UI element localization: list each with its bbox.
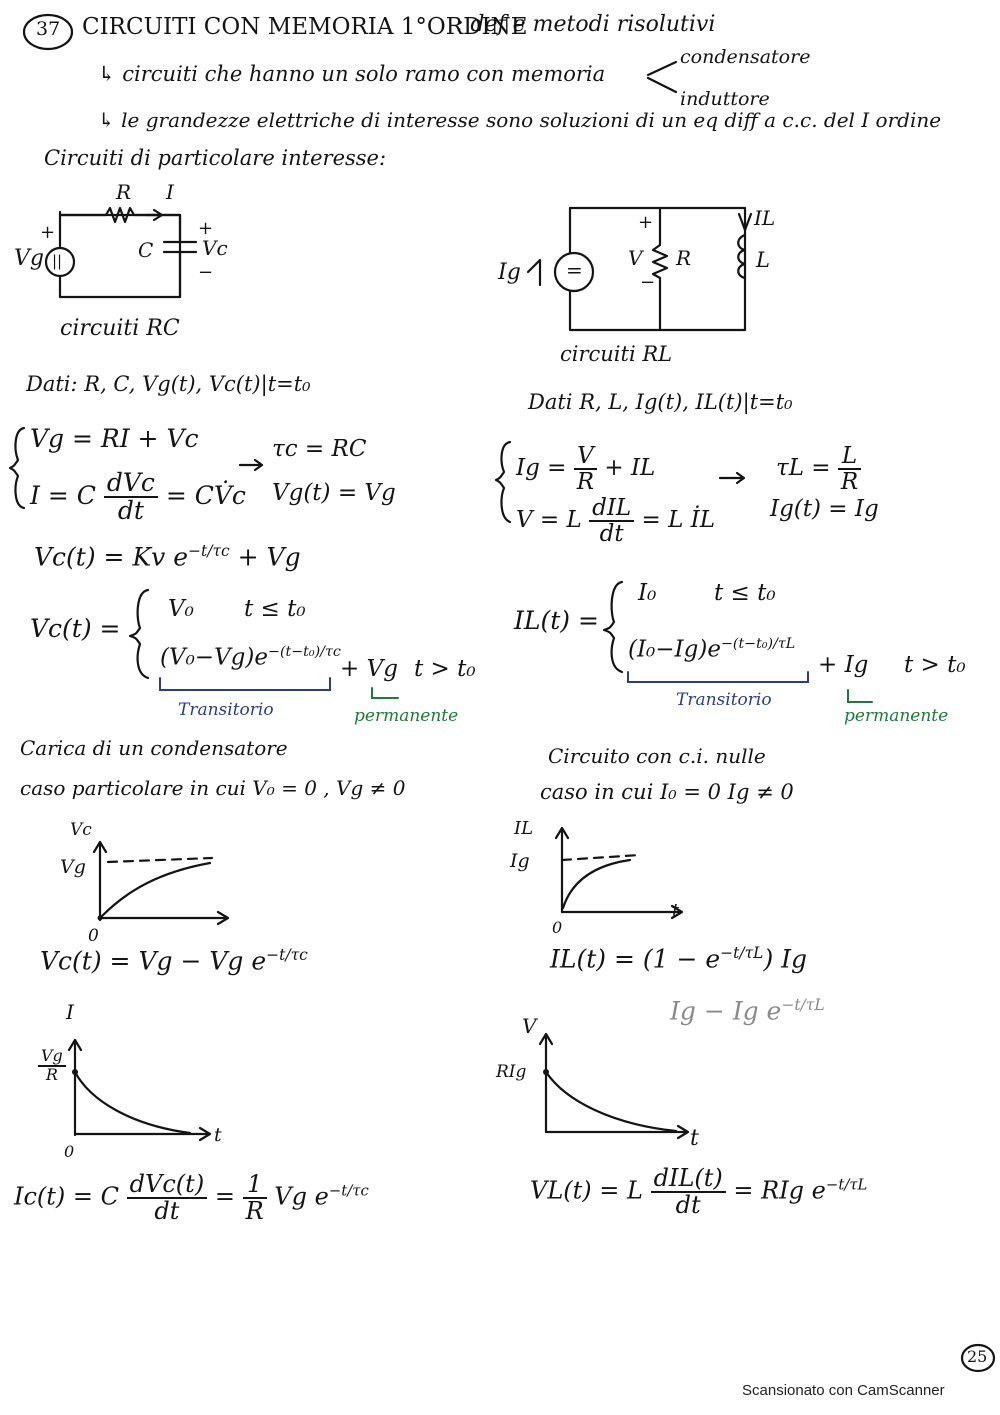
rc-implies-arrow [240, 460, 262, 470]
rc-caption: circuiti RC [60, 316, 180, 341]
rc-brace-2 [130, 590, 148, 678]
rc-graph1-origin: 0 [88, 926, 99, 946]
rc-graph-charge [94, 842, 228, 924]
rc-brace-1 [10, 428, 24, 508]
rc-graph1-level: Vg [60, 856, 86, 878]
source-arrow [528, 260, 540, 285]
page-number: 25 [967, 1347, 988, 1366]
rl-tau: τL = $\frac{L}{R}$ [776, 444, 861, 494]
rc-label-plus: + [40, 222, 56, 243]
rc-graph-current [69, 1040, 210, 1140]
rl-brace-2 [604, 582, 622, 672]
rl-permanente-bracket [848, 690, 872, 702]
rl-source-symbol: = [566, 258, 583, 282]
rc-general-solution: Vc(t) = Kv $e^{-t/\tau c} + Vg$ [34, 542, 301, 572]
memory-type-inductor: induttore [680, 88, 770, 110]
rl-graph-current [556, 828, 682, 918]
rl-graph1-y-label: IL [514, 818, 534, 839]
page-subtitle: : def e metodi risolutivi [456, 12, 716, 37]
rc-vc-formula: Vc(t) = Vg − Vg $e^{-t/\tau c}$ [40, 946, 308, 976]
capacitor [164, 215, 196, 297]
rl-vl-formula: VL(t) = L $\frac{\text{dIL(t)}}{dt}$ = RIg $e^{-t/\tau L}$ [530, 1164, 868, 1220]
rc-case-1-cond: t ≤ t₀ [244, 596, 306, 622]
fork-lower [648, 78, 676, 92]
page-title: CIRCUITI CON MEMORIA 1°ORDINE [82, 14, 528, 40]
rc-vg-const: Vg(t) = Vg [272, 480, 396, 506]
rl-label-minus: − [640, 272, 656, 293]
rc-graph2-level: $\frac{Vg}{R}$ [38, 1048, 66, 1084]
rl-label-plus: + [638, 212, 654, 233]
memory-type-capacitor: condensatore [680, 46, 811, 68]
rc-tau: τc = RC [272, 436, 367, 462]
exercise-number: 37 [36, 18, 61, 40]
rl-graph1-level: Ig [510, 850, 530, 872]
rl-label-il: IL [754, 206, 776, 230]
rl-brace-1 [496, 442, 510, 522]
rl-graph2-x-label: t [690, 1126, 699, 1151]
rc-source-symbol: || [52, 252, 63, 270]
rl-permanente-label: permanente [844, 706, 949, 726]
rl-null-case: caso in cui I₀ = 0 Ig ≠ 0 [540, 780, 794, 804]
rc-permanente-bracket [372, 688, 398, 698]
rl-ig-const: Ig(t) = Ig [770, 496, 879, 522]
rl-case-2-cond: t > t₀ [904, 652, 966, 678]
rl-transitorio-label: Transitorio [676, 690, 772, 710]
rl-caption: circuiti RL [560, 342, 673, 366]
rl-graph-voltage [540, 1034, 688, 1138]
rl-graph1-x-label: t [672, 900, 680, 921]
rc-case-2: $(V_0-Vg)e^{-(t-t_0)/\tau c}$ [160, 644, 341, 671]
rc-piecewise-lhs: Vc(t) = [30, 614, 121, 643]
scanner-watermark: Scansionato con CamScanner [742, 1382, 945, 1399]
rl-label-l: L [756, 248, 770, 272]
rl-dati: Dati R, L, Ig(t), IL(t)|t=t₀ [528, 390, 793, 414]
fork-upper [648, 62, 676, 75]
rc-graph1-y-label: Vc [70, 820, 92, 840]
rc-ic-formula: Ic(t) = C $\frac{\text{dVc(t)}}{dt}$ = $\frac{1}{R}$ Vg $e^{-t/\tau c}$ [14, 1170, 369, 1226]
rc-case-2-cond: t > t₀ [414, 656, 476, 682]
rl-il-formula: $IL(t) = (1 - e^{-t/\tau L})$ Ig [550, 944, 808, 974]
rc-graph2-origin: 0 [64, 1142, 75, 1161]
rc-label-vg: Vg [14, 246, 44, 271]
rc-case-2-tail: + Vg [340, 656, 398, 682]
rl-case-2-tail: + Ig [818, 652, 869, 678]
rc-circuit [46, 208, 196, 297]
rl-eq-1: Ig = $\frac{V}{R}$ + IL [516, 443, 656, 496]
rl-transitorio-bracket [628, 672, 808, 682]
rl-case-1: I₀ [638, 580, 657, 606]
rc-charge-title: Carica di un condensatore [20, 736, 288, 760]
resistor-r [653, 208, 667, 330]
intro-line-2: ↳ le grandezze elettriche di interesse sono soluzioni di un eq diff a c.c. del I ordine [98, 108, 942, 132]
rl-label-ig: Ig [498, 260, 521, 285]
rl-graph2-y-label: V [522, 1014, 537, 1038]
rc-label-i: I [166, 180, 174, 204]
rc-charge-case: caso particolare in cui V₀ = 0 , Vg ≠ 0 [20, 776, 406, 800]
rl-label-v: V [628, 246, 643, 270]
rc-dati: Dati: R, C, Vg(t), Vc(t)|t=t₀ [26, 372, 311, 396]
rl-label-r: R [676, 246, 692, 270]
section-heading: Circuiti di particolare interesse: [44, 146, 387, 170]
rl-case-1-cond: t ≤ t₀ [714, 580, 776, 606]
current-arrow [146, 210, 162, 220]
rc-transitorio-bracket [160, 678, 330, 690]
rl-il-alt-formula: Ig − Ig $e^{-t/\tau L}$ [670, 996, 825, 1026]
rc-label-r: R [116, 180, 132, 204]
rc-label-c: C [138, 238, 154, 262]
rc-transitorio-label: Transitorio [178, 700, 274, 720]
rl-implies-arrow [720, 473, 744, 483]
rc-permanente-label: permanente [354, 706, 459, 726]
rl-graph1-origin: 0 [552, 918, 563, 937]
rc-case-1: V₀ [168, 596, 194, 622]
rc-graph2-y-label: I [66, 1000, 74, 1024]
rc-eq-2: I = C $\frac{\text{dVc}}{dt}$ = CV̇c [30, 468, 246, 526]
rl-piecewise-lhs: IL(t) = [514, 606, 599, 635]
rc-label-cap-plus: + [198, 218, 214, 239]
rc-graph2-x-label: t [214, 1124, 222, 1146]
rl-graph2-level: RIg [496, 1062, 527, 1082]
intro-line-1: ↳ circuiti che hanno un solo ramo con memoria [98, 62, 606, 86]
rl-eq-2: V = L $\frac{\text{dIL}}{dt}$ = L İL [516, 495, 716, 548]
rc-eq-1: Vg = RI + Vc [30, 424, 199, 453]
rl-null-title: Circuito con c.i. nulle [548, 744, 766, 768]
rl-case-2: $(I_0-Ig)e^{-(t-t_0)/\tau L}$ [628, 636, 796, 663]
rc-label-vc: Vc [202, 236, 228, 260]
rc-label-cap-minus: − [198, 262, 214, 283]
